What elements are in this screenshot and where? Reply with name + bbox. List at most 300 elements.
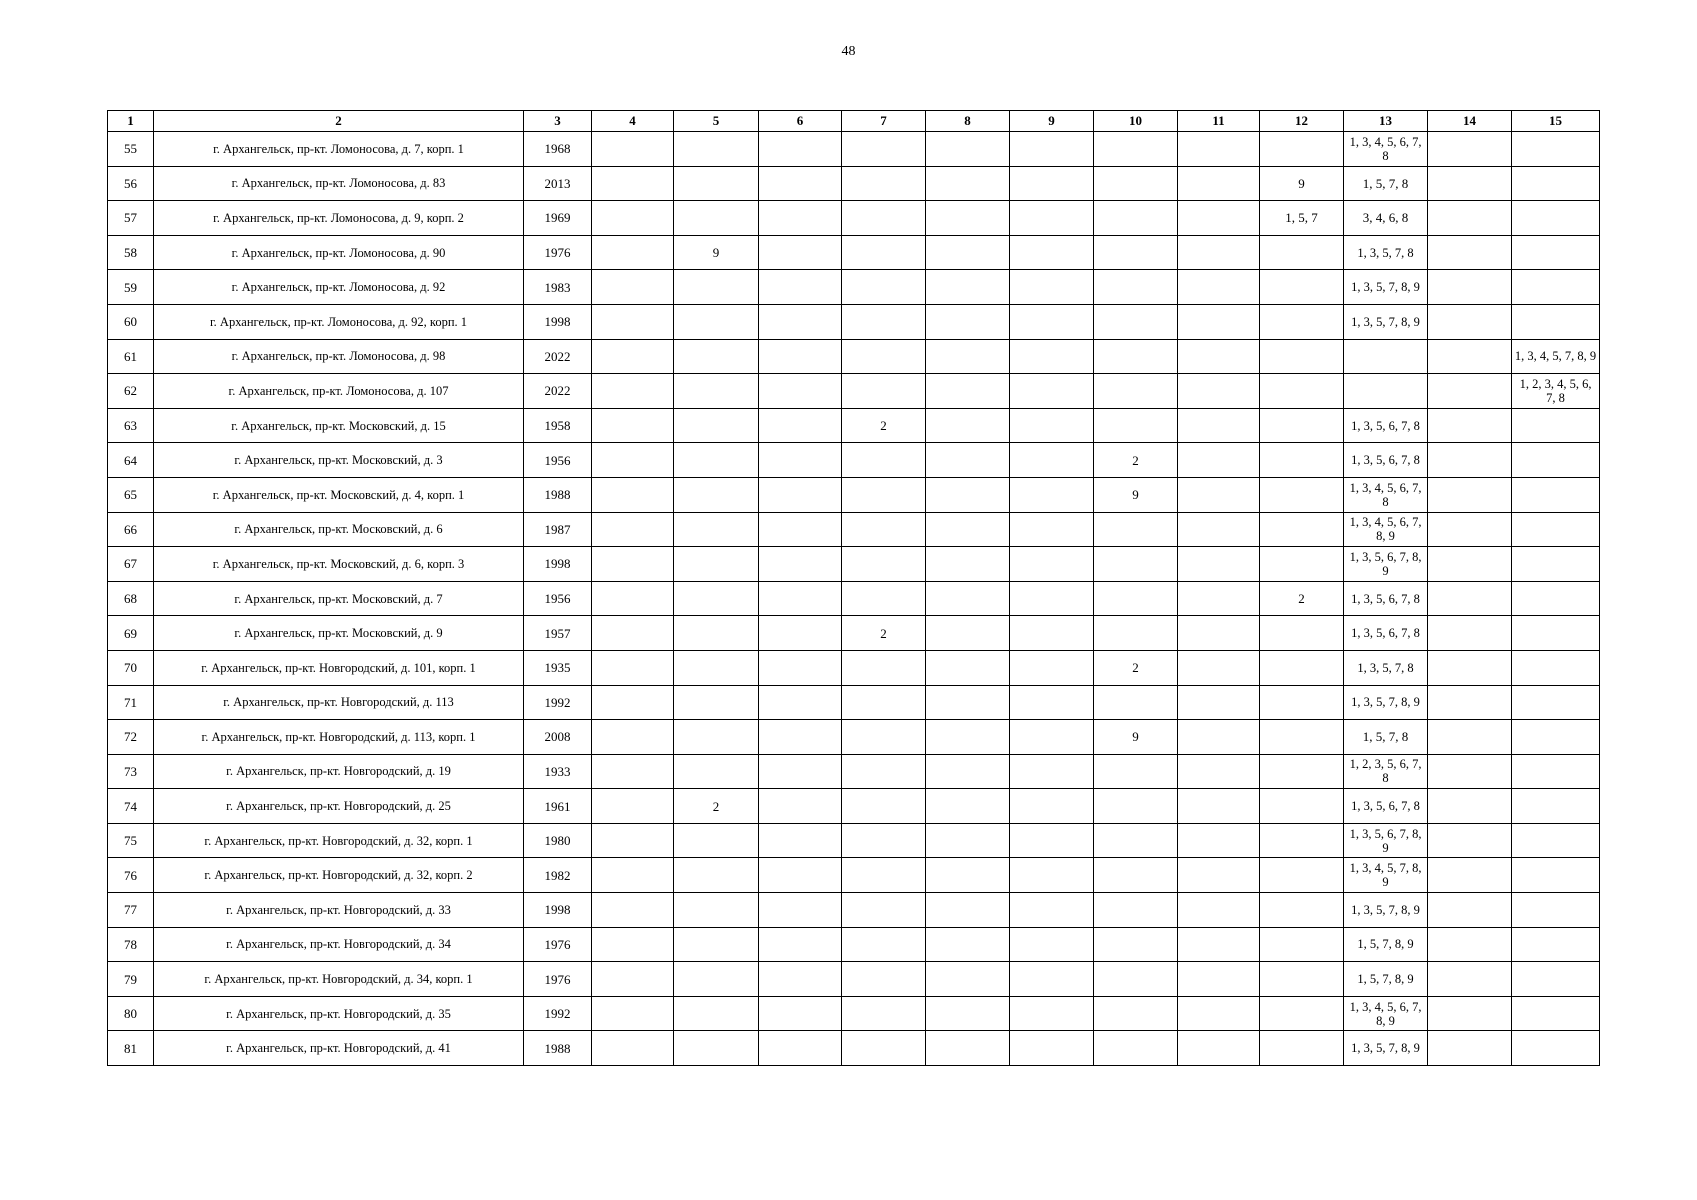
table-cell: [592, 201, 674, 236]
year-cell: 1980: [524, 823, 592, 858]
table-cell: [1260, 616, 1344, 651]
table-cell: [842, 858, 926, 893]
table-cell: 2: [842, 616, 926, 651]
year-cell: 1998: [524, 547, 592, 582]
row-number-cell: 67: [108, 547, 154, 582]
table-cell: [1178, 512, 1260, 547]
table-cell: [1260, 962, 1344, 997]
table-cell: [759, 996, 842, 1031]
column-header-12: 12: [1260, 111, 1344, 132]
table-cell: [674, 650, 759, 685]
table-cell: [842, 685, 926, 720]
table-cell: [842, 201, 926, 236]
table-cell: [926, 339, 1010, 374]
table-cell: [1512, 616, 1600, 651]
row-number-cell: 65: [108, 477, 154, 512]
row-number-cell: 80: [108, 996, 154, 1031]
table-cell: [842, 339, 926, 374]
table-cell: [1010, 304, 1094, 339]
year-cell: 2022: [524, 339, 592, 374]
row-number-cell: 62: [108, 374, 154, 409]
table-cell: [1512, 962, 1600, 997]
table-cell: [1010, 789, 1094, 824]
table-cell: [1512, 408, 1600, 443]
table-cell: 1, 3, 5, 7, 8, 9: [1344, 1031, 1428, 1066]
table-cell: [926, 443, 1010, 478]
address-cell: г. Архангельск, пр-кт. Ломоносова, д. 9, корп. 2: [154, 201, 524, 236]
table-cell: [1428, 166, 1512, 201]
address-cell: г. Архангельск, пр-кт. Новгородский, д. 34, корп. 1: [154, 962, 524, 997]
table-cell: [592, 166, 674, 201]
table-cell: [1010, 235, 1094, 270]
address-cell: г. Архангельск, пр-кт. Ломоносова, д. 83: [154, 166, 524, 201]
table-cell: 2: [842, 408, 926, 443]
table-cell: [1428, 893, 1512, 928]
table-cell: 1, 2, 3, 5, 6, 7, 8: [1344, 754, 1428, 789]
table-cell: [1094, 132, 1178, 167]
table-cell: [1178, 754, 1260, 789]
table-cell: [1010, 270, 1094, 305]
table-cell: 1, 3, 4, 5, 7, 8, 9: [1512, 339, 1600, 374]
table-cell: [842, 893, 926, 928]
address-cell: г. Архангельск, пр-кт. Новгородский, д. 113, корп. 1: [154, 720, 524, 755]
year-cell: 1957: [524, 616, 592, 651]
table-cell: [842, 547, 926, 582]
table-cell: [1178, 616, 1260, 651]
table-cell: [1428, 720, 1512, 755]
table-cell: 2: [1094, 650, 1178, 685]
table-cell: [1260, 754, 1344, 789]
row-number-cell: 79: [108, 962, 154, 997]
table-cell: [1010, 132, 1094, 167]
column-header-1: 1: [108, 111, 154, 132]
year-cell: 1988: [524, 1031, 592, 1066]
table-cell: [1260, 270, 1344, 305]
address-cell: г. Архангельск, пр-кт. Ломоносова, д. 107: [154, 374, 524, 409]
table-cell: [926, 547, 1010, 582]
table-cell: [1428, 408, 1512, 443]
table-cell: [1178, 789, 1260, 824]
table-cell: [1178, 720, 1260, 755]
table-cell: [926, 512, 1010, 547]
table-cell: [1010, 720, 1094, 755]
table-cell: [674, 270, 759, 305]
table-cell: [759, 858, 842, 893]
table-cell: [842, 512, 926, 547]
table-cell: [1178, 304, 1260, 339]
table-cell: [674, 754, 759, 789]
table-cell: [926, 132, 1010, 167]
table-cell: [1428, 132, 1512, 167]
table-cell: [926, 858, 1010, 893]
table-cell: [759, 201, 842, 236]
table-cell: [759, 581, 842, 616]
table-cell: [1344, 374, 1428, 409]
table-cell: [842, 962, 926, 997]
table-row: [108, 996, 1600, 1031]
table-cell: [1178, 858, 1260, 893]
table-cell: 9: [1260, 166, 1344, 201]
table-cell: [1428, 581, 1512, 616]
table-cell: [1512, 650, 1600, 685]
table-cell: [1178, 270, 1260, 305]
column-header-11: 11: [1178, 111, 1260, 132]
table-row: [108, 650, 1600, 685]
table-cell: [1260, 547, 1344, 582]
table-cell: [1428, 304, 1512, 339]
table-cell: [1094, 304, 1178, 339]
table-cell: [1010, 616, 1094, 651]
table-cell: [1260, 996, 1344, 1031]
table-cell: [926, 235, 1010, 270]
table-cell: [674, 1031, 759, 1066]
table-cell: [759, 547, 842, 582]
table-cell: 1, 5, 7: [1260, 201, 1344, 236]
table-row: [108, 201, 1600, 236]
table-cell: [1260, 720, 1344, 755]
table-cell: [1178, 201, 1260, 236]
table-cell: [1260, 304, 1344, 339]
table-cell: [1010, 374, 1094, 409]
table-cell: [842, 720, 926, 755]
column-header-15: 15: [1512, 111, 1600, 132]
year-cell: 1958: [524, 408, 592, 443]
table-cell: [926, 650, 1010, 685]
address-cell: г. Архангельск, пр-кт. Ломоносова, д. 7, корп. 1: [154, 132, 524, 167]
table-cell: [1512, 304, 1600, 339]
table-cell: [1178, 1031, 1260, 1066]
year-cell: 1956: [524, 581, 592, 616]
table-cell: [1512, 720, 1600, 755]
table-cell: [842, 132, 926, 167]
year-cell: 1987: [524, 512, 592, 547]
table-cell: [926, 1031, 1010, 1066]
year-cell: 1976: [524, 927, 592, 962]
table-cell: [842, 927, 926, 962]
table-cell: [1260, 339, 1344, 374]
table-cell: [674, 685, 759, 720]
table-cell: [592, 927, 674, 962]
column-header-5: 5: [674, 111, 759, 132]
table-cell: [1512, 685, 1600, 720]
table-row: [108, 132, 1600, 167]
table-cell: [926, 304, 1010, 339]
year-cell: 1992: [524, 996, 592, 1031]
table-row: [108, 235, 1600, 270]
table-cell: [1260, 927, 1344, 962]
row-number-cell: 72: [108, 720, 154, 755]
table-cell: [759, 720, 842, 755]
table-cell: [1260, 374, 1344, 409]
table-cell: [1094, 512, 1178, 547]
table-cell: [1094, 408, 1178, 443]
table-cell: [674, 374, 759, 409]
table-cell: [1260, 858, 1344, 893]
table-cell: [1010, 754, 1094, 789]
table-cell: [674, 201, 759, 236]
column-header-2: 2: [154, 111, 524, 132]
year-cell: 1982: [524, 858, 592, 893]
table-cell: [1010, 650, 1094, 685]
table-cell: [926, 616, 1010, 651]
table-cell: [592, 962, 674, 997]
table-cell: [926, 720, 1010, 755]
table-cell: [1094, 823, 1178, 858]
table-cell: 1, 3, 5, 7, 8, 9: [1344, 893, 1428, 928]
table-cell: [926, 893, 1010, 928]
table-cell: [1178, 650, 1260, 685]
address-cell: г. Архангельск, пр-кт. Ломоносова, д. 92, корп. 1: [154, 304, 524, 339]
table-cell: [1428, 477, 1512, 512]
table-cell: 1, 3, 5, 7, 8, 9: [1344, 270, 1428, 305]
address-cell: г. Архангельск, пр-кт. Новгородский, д. 101, корп. 1: [154, 650, 524, 685]
table-cell: [1428, 858, 1512, 893]
table-cell: 2: [674, 789, 759, 824]
table-cell: [759, 685, 842, 720]
row-number-cell: 74: [108, 789, 154, 824]
address-cell: г. Архангельск, пр-кт. Московский, д. 6, корп. 3: [154, 547, 524, 582]
table-cell: [592, 858, 674, 893]
table-cell: [1094, 581, 1178, 616]
table-cell: [759, 754, 842, 789]
year-cell: 1969: [524, 201, 592, 236]
table-cell: [926, 685, 1010, 720]
table-row: [108, 304, 1600, 339]
table-cell: [1094, 754, 1178, 789]
table-cell: [592, 754, 674, 789]
column-header-10: 10: [1094, 111, 1178, 132]
address-cell: г. Архангельск, пр-кт. Новгородский, д. 34: [154, 927, 524, 962]
table-cell: [842, 443, 926, 478]
table-cell: [674, 512, 759, 547]
year-cell: 1956: [524, 443, 592, 478]
table-cell: [1178, 339, 1260, 374]
table-cell: [1094, 789, 1178, 824]
table-cell: [759, 132, 842, 167]
table-cell: [1428, 789, 1512, 824]
table-cell: [1512, 893, 1600, 928]
table-cell: [1512, 858, 1600, 893]
table-cell: [1094, 996, 1178, 1031]
table-cell: [674, 339, 759, 374]
table-cell: [1260, 650, 1344, 685]
table-cell: [926, 996, 1010, 1031]
table-cell: [592, 823, 674, 858]
table-cell: [926, 962, 1010, 997]
table-cell: [1512, 754, 1600, 789]
table-cell: [1428, 374, 1512, 409]
table-cell: [759, 408, 842, 443]
table-row: [108, 823, 1600, 858]
row-number-cell: 59: [108, 270, 154, 305]
table-cell: [1260, 408, 1344, 443]
table-cell: [759, 235, 842, 270]
table-cell: [1512, 581, 1600, 616]
table-cell: 9: [1094, 720, 1178, 755]
column-header-7: 7: [842, 111, 926, 132]
row-number-cell: 60: [108, 304, 154, 339]
address-cell: г. Архангельск, пр-кт. Московский, д. 15: [154, 408, 524, 443]
table-cell: [1428, 512, 1512, 547]
table-cell: [1260, 132, 1344, 167]
table-cell: [1428, 927, 1512, 962]
table-cell: [1010, 166, 1094, 201]
address-cell: г. Архангельск, пр-кт. Новгородский, д. 32, корп. 2: [154, 858, 524, 893]
table-cell: [674, 547, 759, 582]
table-cell: [1178, 443, 1260, 478]
table-cell: [1178, 962, 1260, 997]
year-cell: 1998: [524, 893, 592, 928]
table-cell: [592, 270, 674, 305]
table-cell: [674, 408, 759, 443]
table-cell: 1, 5, 7, 8, 9: [1344, 962, 1428, 997]
table-cell: [1178, 374, 1260, 409]
table-cell: [1260, 477, 1344, 512]
table-cell: [1010, 823, 1094, 858]
year-cell: 2013: [524, 166, 592, 201]
table-cell: [926, 166, 1010, 201]
column-header-14: 14: [1428, 111, 1512, 132]
table-row: [108, 408, 1600, 443]
table-cell: [926, 789, 1010, 824]
table-cell: [674, 962, 759, 997]
table-cell: [674, 132, 759, 167]
address-cell: г. Архангельск, пр-кт. Новгородский, д. 113: [154, 685, 524, 720]
table-row: [108, 339, 1600, 374]
table-cell: [1010, 996, 1094, 1031]
column-header-13: 13: [1344, 111, 1428, 132]
table-cell: 1, 3, 5, 6, 7, 8: [1344, 581, 1428, 616]
column-header-9: 9: [1010, 111, 1094, 132]
table-row: [108, 547, 1600, 582]
table-cell: [842, 581, 926, 616]
table-cell: 1, 3, 5, 6, 7, 8: [1344, 789, 1428, 824]
table-cell: [1512, 1031, 1600, 1066]
table-cell: [926, 754, 1010, 789]
table-row: [108, 443, 1600, 478]
table-cell: 1, 3, 4, 5, 6, 7, 8, 9: [1344, 996, 1428, 1031]
table-cell: [842, 374, 926, 409]
table-cell: 1, 5, 7, 8: [1344, 166, 1428, 201]
table-cell: [1178, 893, 1260, 928]
table-cell: 9: [674, 235, 759, 270]
table-row: [108, 754, 1600, 789]
row-number-cell: 75: [108, 823, 154, 858]
table-cell: [1010, 443, 1094, 478]
table-cell: [759, 477, 842, 512]
table-cell: [1094, 927, 1178, 962]
table-cell: [674, 581, 759, 616]
table-cell: 1, 3, 5, 7, 8, 9: [1344, 304, 1428, 339]
table-cell: [1010, 408, 1094, 443]
table-cell: [1512, 132, 1600, 167]
table-row: [108, 374, 1600, 409]
table-cell: [1094, 962, 1178, 997]
table-cell: [674, 304, 759, 339]
year-cell: 1933: [524, 754, 592, 789]
table-cell: [1094, 235, 1178, 270]
table-cell: [1094, 166, 1178, 201]
table-cell: [674, 616, 759, 651]
table-cell: [1428, 685, 1512, 720]
table-cell: [1010, 547, 1094, 582]
table-cell: [674, 996, 759, 1031]
row-number-cell: 73: [108, 754, 154, 789]
table-cell: [759, 650, 842, 685]
table-cell: [759, 927, 842, 962]
address-cell: г. Архангельск, пр-кт. Ломоносова, д. 98: [154, 339, 524, 374]
table-row: [108, 962, 1600, 997]
table-row: [108, 858, 1600, 893]
address-cell: г. Архангельск, пр-кт. Новгородский, д. 32, корп. 1: [154, 823, 524, 858]
column-header-4: 4: [592, 111, 674, 132]
address-cell: г. Архангельск, пр-кт. Московский, д. 7: [154, 581, 524, 616]
table-cell: [926, 477, 1010, 512]
table-row: [108, 512, 1600, 547]
table-cell: [759, 374, 842, 409]
row-number-cell: 63: [108, 408, 154, 443]
table-cell: [1512, 512, 1600, 547]
table-cell: 1, 3, 5, 7, 8: [1344, 650, 1428, 685]
table-cell: [842, 477, 926, 512]
year-cell: 1992: [524, 685, 592, 720]
table-cell: [592, 996, 674, 1031]
table-cell: [1094, 685, 1178, 720]
row-number-cell: 58: [108, 235, 154, 270]
table-cell: [842, 650, 926, 685]
table-cell: 1, 3, 5, 6, 7, 8: [1344, 443, 1428, 478]
table-cell: 1, 5, 7, 8: [1344, 720, 1428, 755]
table-cell: [759, 962, 842, 997]
table-cell: [1512, 235, 1600, 270]
table-cell: [1178, 996, 1260, 1031]
table-cell: [926, 201, 1010, 236]
table-cell: 1, 3, 5, 7, 8: [1344, 235, 1428, 270]
table-cell: [1428, 754, 1512, 789]
data-table: [107, 110, 1600, 1066]
table-cell: [842, 304, 926, 339]
year-cell: 1961: [524, 789, 592, 824]
table-cell: [1428, 1031, 1512, 1066]
address-cell: г. Архангельск, пр-кт. Ломоносова, д. 92: [154, 270, 524, 305]
row-number-cell: 76: [108, 858, 154, 893]
table-row: [108, 166, 1600, 201]
table-cell: [1512, 477, 1600, 512]
table-cell: [1094, 270, 1178, 305]
row-number-cell: 71: [108, 685, 154, 720]
table-cell: [1178, 235, 1260, 270]
table-cell: [1094, 201, 1178, 236]
address-cell: г. Архангельск, пр-кт. Новгородский, д. 19: [154, 754, 524, 789]
table-cell: [759, 512, 842, 547]
table-cell: [842, 235, 926, 270]
table-cell: 1, 2, 3, 4, 5, 6, 7, 8: [1512, 374, 1600, 409]
table-cell: [842, 270, 926, 305]
address-cell: г. Архангельск, пр-кт. Московский, д. 3: [154, 443, 524, 478]
table-cell: 1, 3, 5, 6, 7, 8, 9: [1344, 823, 1428, 858]
table-cell: [842, 1031, 926, 1066]
table-cell: [1512, 547, 1600, 582]
table-cell: [1178, 581, 1260, 616]
table-cell: [1010, 1031, 1094, 1066]
table-cell: [1094, 1031, 1178, 1066]
table-cell: [926, 927, 1010, 962]
table-cell: 3, 4, 6, 8: [1344, 201, 1428, 236]
table-cell: [592, 547, 674, 582]
table-cell: 1, 3, 5, 6, 7, 8, 9: [1344, 547, 1428, 582]
table-cell: [674, 166, 759, 201]
year-cell: 2008: [524, 720, 592, 755]
